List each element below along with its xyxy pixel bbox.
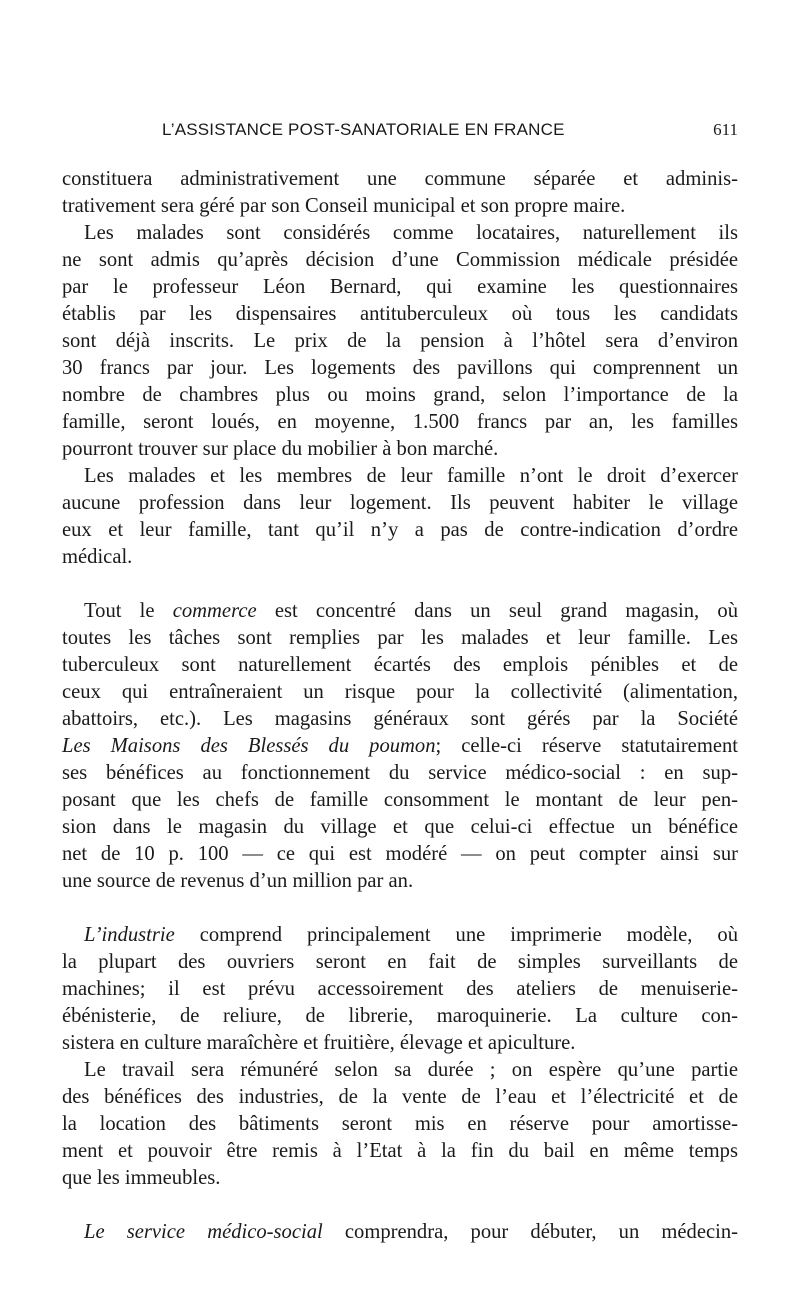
emphasis-commerce: commerce	[172, 600, 257, 622]
paragraph-gap	[62, 571, 738, 598]
text-line: sistera en culture maraîchère et fruitière, élevage et apiculture.	[62, 1032, 576, 1054]
text-line: aucune profession dans leur logement. Ils peuvent habiter le village	[62, 492, 738, 514]
page-header	[62, 120, 738, 146]
paragraph-gap	[62, 895, 738, 922]
text-line: la plupart des ouvriers seront en fait de simples surveillants de	[62, 951, 738, 973]
text-line: Les malades sont considérés comme locataires, naturellement ils	[84, 222, 738, 244]
text-line: Les malades et les membres de leur famille n’ont le droit d’exercer	[84, 465, 738, 487]
emphasis-industry: L’industrie	[84, 924, 175, 946]
text-line: ébénisterie, de reliure, de librerie, maroquinerie. La culture con-	[62, 1005, 738, 1027]
text-line: toutes les tâches sont remplies par les malades et leur famille. Les	[62, 627, 738, 649]
running-title: L’ASSISTANCE POST-SANATORIALE EN FRANCE	[162, 120, 565, 139]
text-line: famille, seront loués, en moyenne, 1.500 francs par an, les familles	[62, 411, 738, 433]
paragraph-work	[62, 1057, 738, 1192]
text-line: ment et pouvoir être remis à l’Etat à la fin du bail en même temps	[62, 1140, 738, 1162]
text-line: médical.	[62, 546, 133, 568]
text-line: par le professeur Léon Bernard, qui examine les questionnaires	[62, 276, 738, 298]
emphasis-medical-service: Le service médico-social	[84, 1221, 323, 1243]
paragraph-continuation	[62, 166, 738, 220]
text-line: constituera administrativement une commune séparée et adminis-	[62, 168, 738, 190]
text-line: net de 10 p. 100 — ce qui est modéré — on peut compter ainsi sur	[62, 843, 738, 865]
text-line: nombre de chambres plus ou moins grand, selon l’importance de la	[62, 384, 738, 406]
text-line: abattoirs, etc.). Les magasins généraux sont gérés par la Société	[62, 708, 738, 730]
text-line: ne sont admis qu’après décision d’une Commission médicale présidée	[62, 249, 738, 271]
text-line: une source de revenus d’un million par an.	[62, 870, 414, 892]
page-number: 611	[713, 120, 738, 139]
paragraph-medical-service	[62, 1219, 738, 1246]
text-line: L’industrie comprend principalement une imprimerie modèle, où	[84, 924, 738, 946]
text-line: que les immeubles.	[62, 1167, 221, 1189]
text-line: Tout le commerce est concentré dans un seul grand magasin, où	[84, 600, 738, 622]
paragraph-profession	[62, 463, 738, 571]
text-line: Les Maisons des Blessés du poumon; celle-ci réserve statutairement	[62, 735, 738, 757]
text-line: 30 francs par jour. Les logements des pavillons qui comprennent un	[62, 357, 738, 379]
text-line: sont déjà inscrits. Le prix de la pension à l’hôtel sera d’environ	[62, 330, 738, 352]
text-line: sion dans le magasin du village et que celui-ci effectue un bénéfice	[62, 816, 738, 838]
text-line: des bénéfices des industries, de la vente de l’eau et l’électricité et de	[62, 1086, 738, 1108]
text-line: pourront trouver sur place du mobilier à bon marché.	[62, 438, 499, 460]
text-line: trativement sera géré par son Conseil municipal et son propre maire.	[62, 195, 626, 217]
text-line: ceux qui entraîneraient un risque pour la collectivité (alimentation,	[62, 681, 738, 703]
text-line: ses bénéfices au fonctionnement du service médico-social : en sup-	[62, 762, 738, 784]
text-line: tuberculeux sont naturellement écartés des emplois pénibles et de	[62, 654, 738, 676]
text-line: Le travail sera rémunéré selon sa durée ; on espère qu’une partie	[84, 1059, 738, 1081]
text-line: la location des bâtiments seront mis en réserve pour amortisse-	[62, 1113, 738, 1135]
emphasis-society-name: Les Maisons des Blessés du poumon	[62, 735, 436, 757]
paragraph-gap	[62, 1192, 738, 1219]
text-line: établis par les dispensaires antituberculeux où tous les candidats	[62, 303, 738, 325]
text-line: posant que les chefs de famille consomment le montant de leur pen-	[62, 789, 738, 811]
paragraph-patients	[62, 220, 738, 463]
body-text	[62, 166, 738, 1246]
paragraph-commerce	[62, 598, 738, 895]
text-line: eux et leur famille, tant qu’il n’y a pas de contre-indication d’ordre	[62, 519, 738, 541]
text-line: machines; il est prévu accessoirement des ateliers de menuiserie-	[62, 978, 738, 1000]
paragraph-industry	[62, 922, 738, 1057]
text-line: Le service médico-social comprendra, pour débuter, un médecin-	[84, 1221, 738, 1243]
